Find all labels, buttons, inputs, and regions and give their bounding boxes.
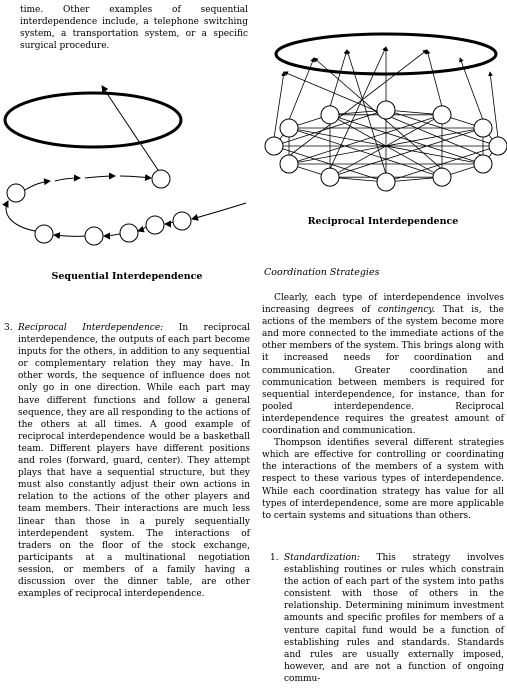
reciprocal-interdependence-diagram bbox=[262, 28, 507, 208]
mesh-arrow bbox=[330, 115, 483, 164]
item-number: 1. bbox=[270, 553, 279, 563]
node bbox=[321, 168, 339, 186]
system-ellipse bbox=[5, 93, 181, 147]
node bbox=[433, 106, 451, 124]
node bbox=[474, 119, 492, 137]
paragraph-thompson: Thompson identifies several different strategies which are effective for controlling or coordinating the interactions of the members of a system with respect to these various types of interdependence. While each coordination strategy has value for all types of interdependence, some are more applicable to certain systems and situations than others. bbox=[262, 438, 504, 521]
item-reciprocal-interdependence bbox=[4, 322, 250, 600]
node bbox=[280, 119, 298, 137]
section-heading: Coordination Strategies bbox=[264, 267, 380, 278]
spoke-arrow bbox=[289, 50, 427, 156]
para1-text-a: Clearly, each type of interdependence involves increasing degrees of bbox=[262, 293, 504, 316]
sequential-interdependence-diagram bbox=[0, 78, 250, 256]
node bbox=[280, 155, 298, 173]
node bbox=[146, 216, 164, 234]
item-term: Standardization: bbox=[284, 553, 360, 563]
node bbox=[173, 212, 191, 230]
node bbox=[85, 227, 103, 245]
mesh-arrow bbox=[330, 128, 483, 177]
node bbox=[7, 184, 25, 202]
node bbox=[489, 137, 507, 155]
para1-emphasis: contingency. bbox=[377, 305, 436, 316]
chain-arrow bbox=[120, 176, 151, 178]
intro-text: time. Other examples of sequential interdependence include, a telephone switching system, a transportation system, or a specific surgical procedure. bbox=[20, 5, 248, 52]
chain-arrow bbox=[25, 181, 50, 190]
item-standardization bbox=[270, 552, 504, 685]
spoke-arrow bbox=[427, 50, 442, 107]
item-body: In reciprocal interdependence, the outputs of each part become inputs for the others, in addition to any sequential or complementary relation they may have. In other words, the sequence of influence does not only go in one direction. While each part may have different functions and follow a general sequence, they are all responding to the actions of the others at all times. A good example of reciprocal interdependence would be a basketball team. Different players have different positions and roles (forward, guard, center). They attempt plays that have a sequential structure, but they must also constantly adjust their own actions in relation to the actions of the other players and team members. Their interactions are much less linear than those in a purely sequentially interdependent system. The interactions of traders on the floor of the stock exchange, participants at a multinational negotiation session, or members of a family having a discussion over the dinner table, are other examples of reciprocal interdependence. bbox=[18, 323, 250, 600]
intro-paragraph bbox=[20, 4, 248, 52]
loop-arrow bbox=[6, 201, 35, 231]
node bbox=[433, 168, 451, 186]
input-arrow bbox=[192, 203, 246, 219]
chain-arrow bbox=[165, 222, 173, 224]
sequential-figure-caption: Sequential Interdependence bbox=[51, 271, 203, 282]
node bbox=[265, 137, 283, 155]
item-body: This strategy involves establishing routines or rules which constrain the action of each part of the system into paths consistent with those of others in the relationship. Determining minimum investment amounts and specific profiles for members of a venture capital fund would be a function of establishing rules and standards. Standards and rules are usually externally imposed, however, and are not a function of ongoing commu- bbox=[284, 553, 504, 684]
mesh-arrow bbox=[289, 115, 442, 164]
node-row-bottom bbox=[35, 212, 191, 245]
chain-arrow bbox=[55, 178, 80, 181]
chain-arrow bbox=[85, 176, 115, 178]
node bbox=[377, 101, 395, 119]
reciprocal-figure-caption: Reciprocal Interdependence bbox=[307, 216, 459, 227]
chain-arrow bbox=[104, 234, 120, 236]
spoke-arrow bbox=[330, 50, 347, 107]
item-term: Reciprocal Interdependence: bbox=[18, 323, 164, 333]
item-number: 3. bbox=[4, 323, 13, 333]
node bbox=[474, 155, 492, 173]
mesh-arrow bbox=[289, 128, 442, 177]
node bbox=[120, 224, 138, 242]
mesh-arrows bbox=[274, 110, 498, 182]
node bbox=[377, 173, 395, 191]
para1-text-b: That is, the actions of the members of the system become more and more connected to the immediate actions of the other members of the system. This brings along with it increased needs for coordination and communication. Greater coordination and communication between members is required for sequential interdependence, for instance, than for pooled interdependence. Reciprocal interdependence requires the greatest amount of coordination and communication. bbox=[262, 305, 504, 437]
node bbox=[321, 106, 339, 124]
paragraph-contingency bbox=[262, 292, 504, 522]
chain-arrow bbox=[138, 227, 146, 231]
node bbox=[35, 225, 53, 243]
chain-arrow bbox=[54, 235, 85, 236]
node bbox=[152, 170, 170, 188]
